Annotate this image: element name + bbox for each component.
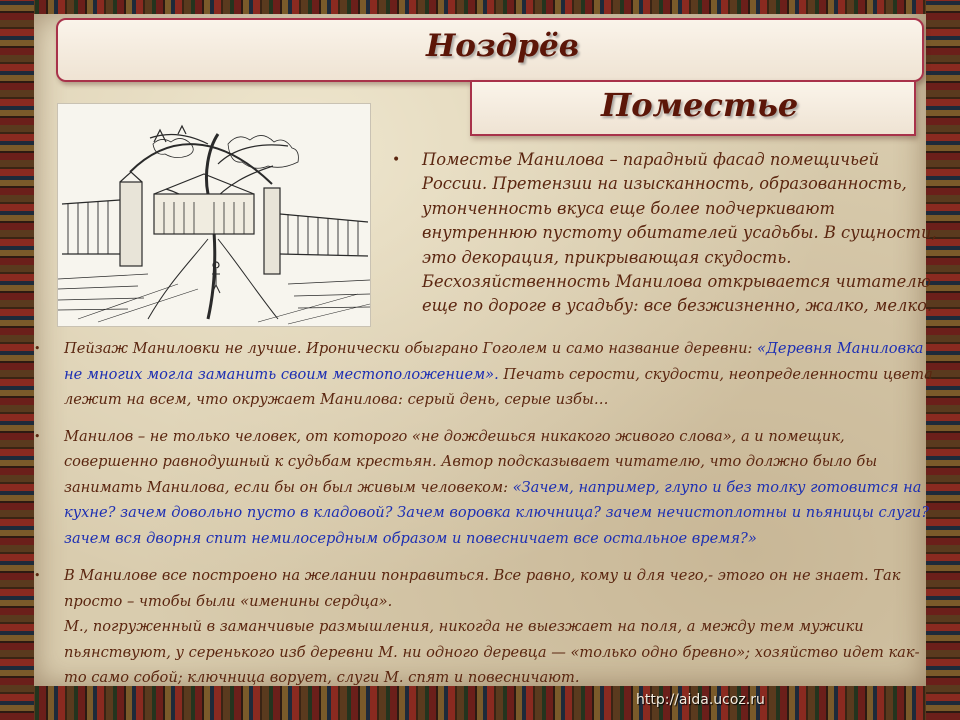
bullet-list [34, 336, 939, 697]
list-item [34, 336, 939, 413]
item-quote: «Деревня Маниловка не многих могла заманить своим местоположением». [64, 340, 924, 383]
item-text: В Манилове все построено на желании понравиться. Все равно, кому и для чего,- этого он не знает. Так просто – чтобы были «именины сердца». [64, 567, 901, 610]
intro-paragraph [392, 148, 937, 319]
item-text: Манилов – не только человек, от которого «не дождешься никакого живого слова», а и помещик, совершенно равнодушный к судьбам крестьян. Автор подсказывает читателю, что должно было бы занимать Манилова, если бы он был живым человеком: [64, 427, 878, 496]
bullet-icon: • [34, 569, 41, 582]
item-text: Пейзаж Маниловки не лучше. Иронически обыграно Гоголем и само название деревни: [64, 340, 758, 357]
bullet-icon: • [34, 429, 41, 443]
bullet-icon: • [34, 342, 41, 355]
list-item [34, 424, 939, 552]
bookshelf-left [0, 0, 34, 720]
item-text: Печать серости, скудости, неопределенности цвета лежит на всем, что окружает Манилова: серый день, серые избы… [64, 365, 933, 408]
intro-text: Поместье Манилова – парадный фасад помещичьей России. Претензии на изысканность, образованность, утонченность вкуса еще более подчеркивают внутреннюю пустоту обитателей усадьбы. В сущности, это декорация, прикрывающая скудость. Бесхозяйственность Манилова открывается читателю еще по дороге в усадьбу: все безжизненно, жалко, мелко. [422, 150, 937, 316]
intro-block [392, 148, 937, 319]
manor-illustration [57, 103, 371, 327]
slide-title: Ноздрёв [426, 28, 580, 64]
list-item [34, 563, 939, 691]
item-quote: «Зачем, например, глупо и без толку готовится на кухне? зачем довольно пусто в кладовой? Зачем воровка ключница? зачем нечистоплотны и пьяницы слуги? зачем вся дворня спит немилосердным образом и повесничает все остальное время?» [64, 478, 930, 547]
footer-url: http://aida.ucoz.ru [636, 692, 765, 708]
item-text: М., погруженный в заманчивые размышления, никогда не выезжает на поля, а между тем мужики пьянствуют, у серенького изб деревни М. ни одного деревца — «только одно бревно»; хозяйство идет как-то само собой; ключница ворует, слуги М. спят и повесничают. [64, 618, 920, 686]
bullet-icon: • [392, 152, 401, 168]
slide-subtitle: Поместье [601, 86, 799, 124]
